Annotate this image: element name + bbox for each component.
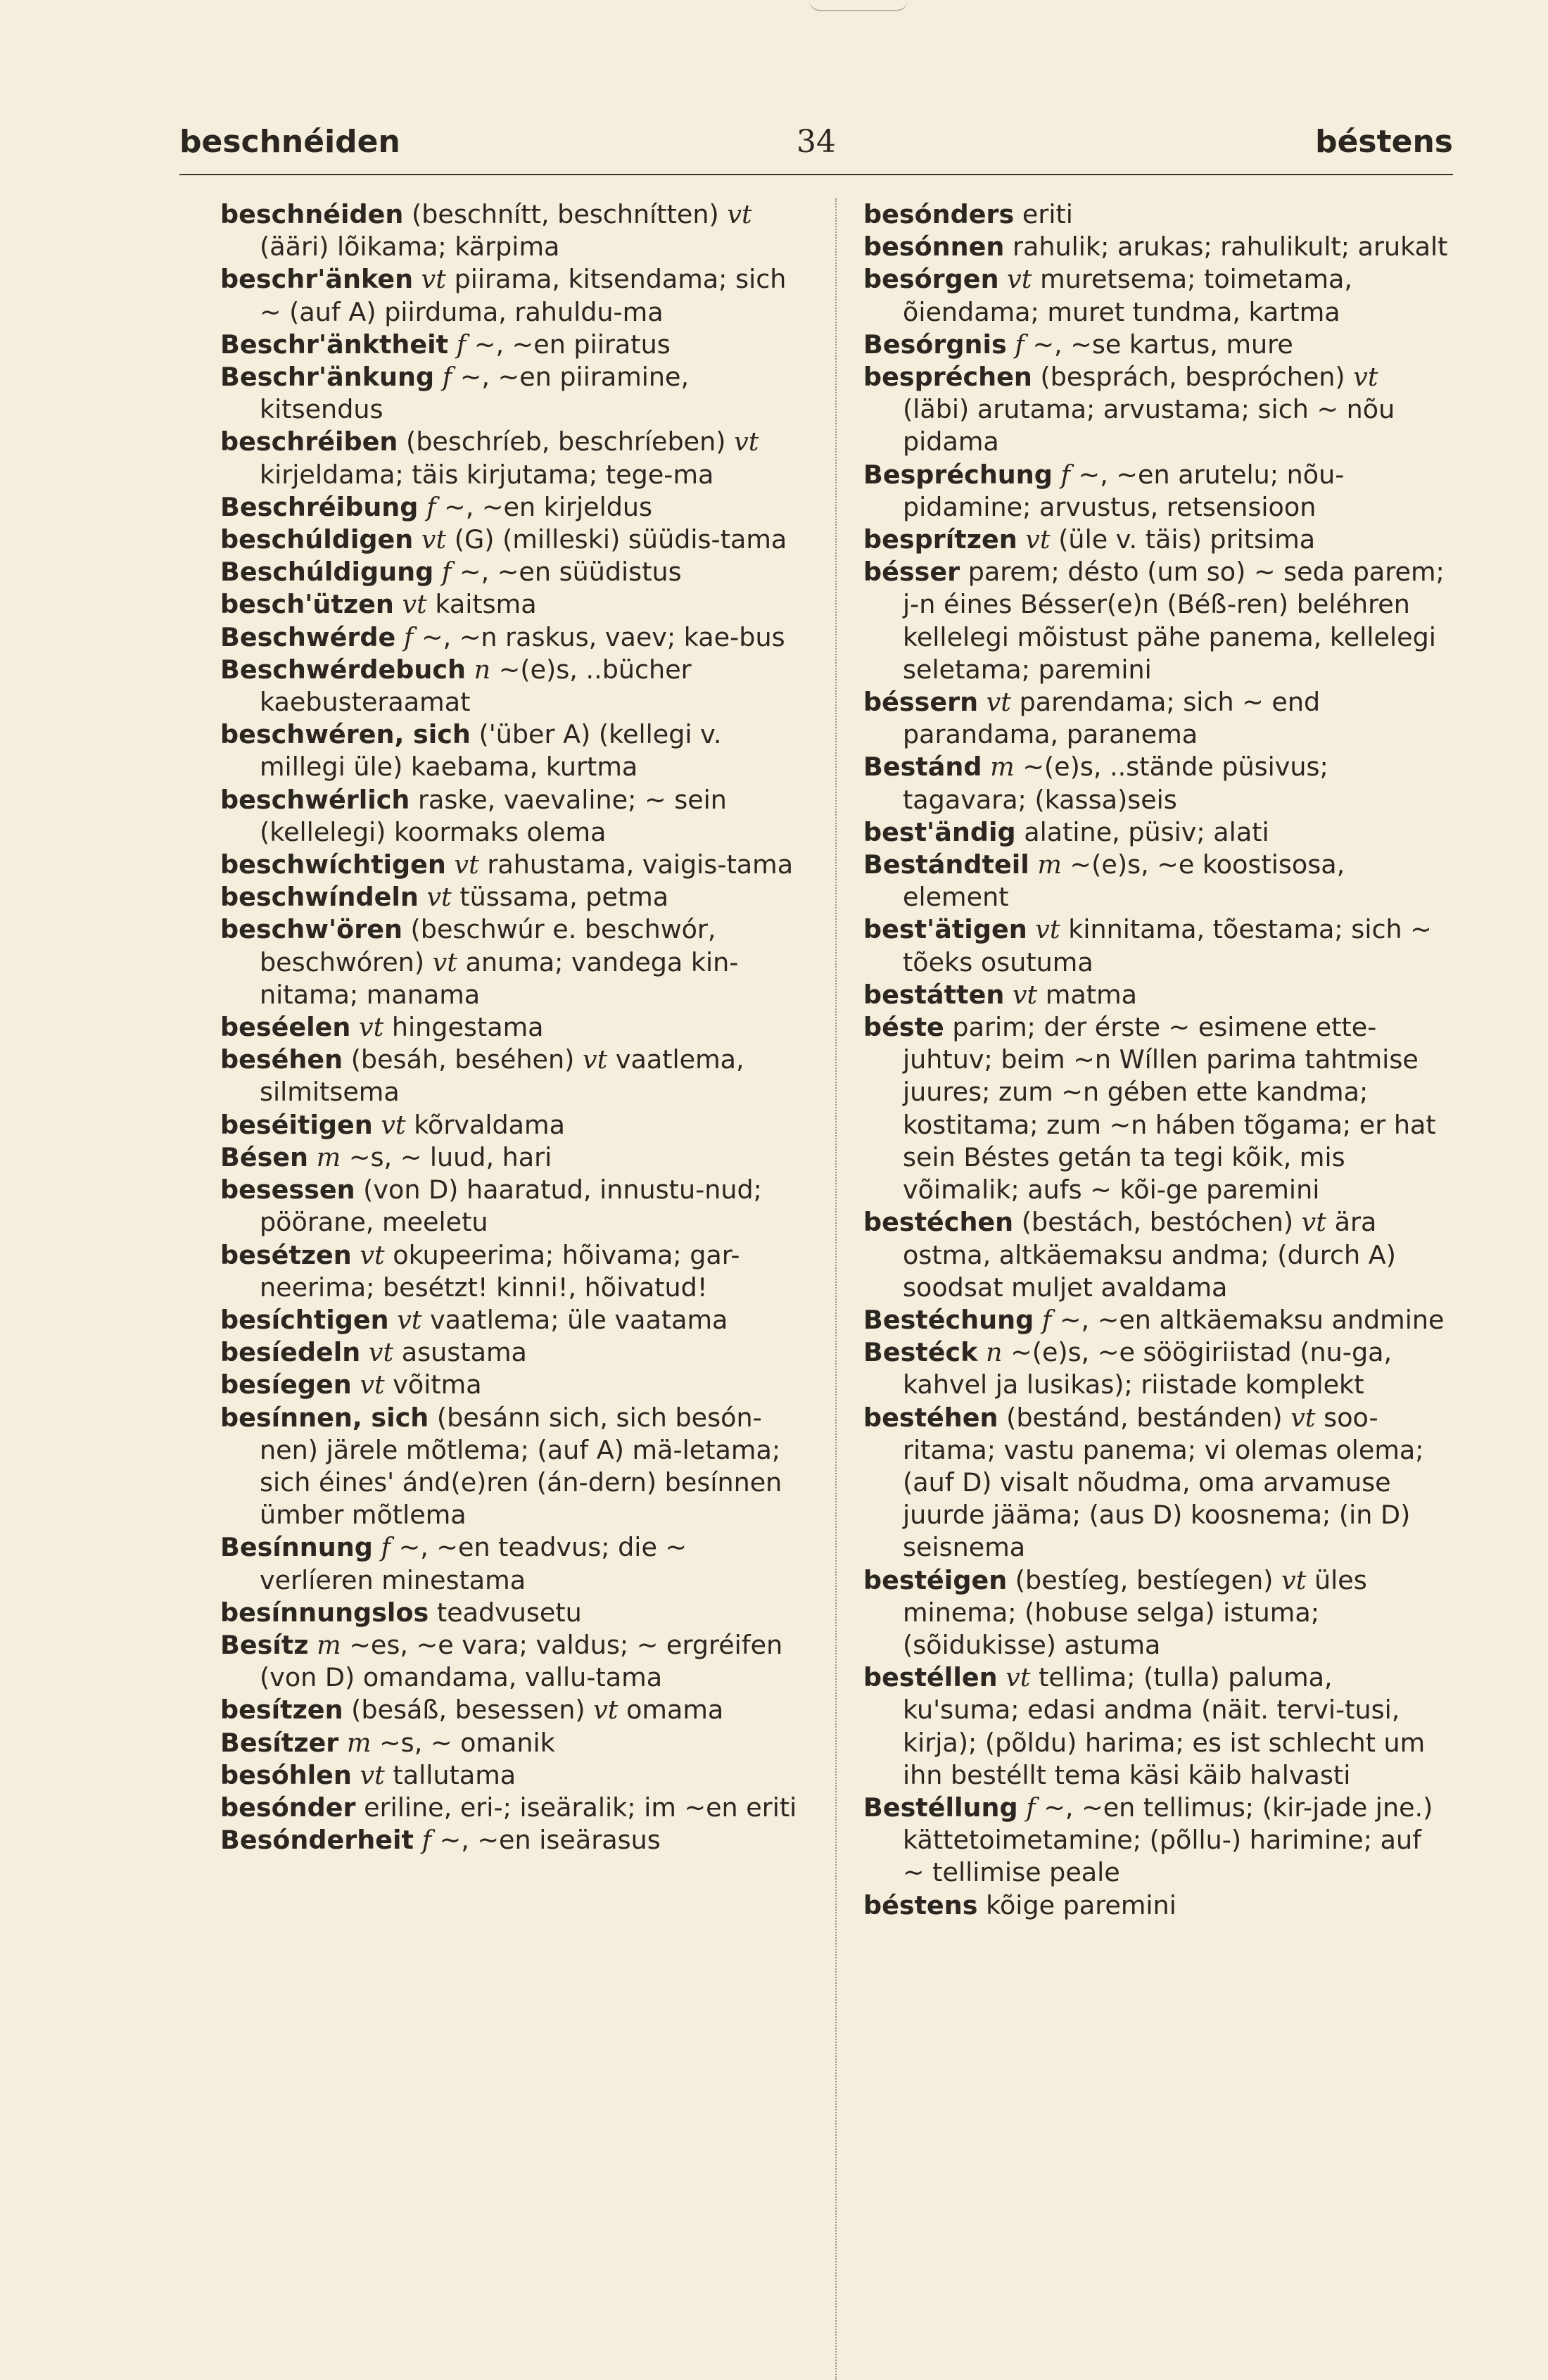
dictionary-entry xyxy=(863,913,1451,978)
entry-headword: beséitigen xyxy=(220,1109,373,1140)
entry-definition: ~(e)s, ..bücher kaebusteraamat xyxy=(260,654,692,718)
dictionary-entry xyxy=(863,1206,1451,1304)
dictionary-entry xyxy=(220,361,808,426)
entry-grammar: vt xyxy=(1290,1402,1316,1433)
entry-headword: beschwérlich xyxy=(220,784,410,815)
entry-definition: okupeerima; hõivama; gar-neerima; besétzt! kinni!, hõivatud! xyxy=(260,1239,740,1303)
entry-grammar: vt xyxy=(421,524,447,555)
entry-text xyxy=(413,524,421,555)
entry-definition: ~(e)s, ~e söögiriistad (nu-ga, kahvel ja lusikas); riistade komplekt xyxy=(903,1337,1392,1400)
entry-definition: rahustama, vaigis-tama xyxy=(478,849,794,880)
entry-grammar: vt xyxy=(358,1012,384,1043)
entry-grammar: vt xyxy=(593,1695,618,1726)
entry-grammar: f xyxy=(441,557,452,588)
entry-grammar: n xyxy=(986,1337,1003,1368)
entry-grammar: m xyxy=(317,1629,341,1660)
entry-definition: kõrvaldama xyxy=(405,1109,565,1140)
entry-headword: bestéigen xyxy=(863,1564,1008,1595)
dictionary-entry xyxy=(863,849,1451,913)
dictionary-entry xyxy=(863,751,1451,816)
dictionary-entry xyxy=(220,1597,808,1629)
entry-grammar: m xyxy=(316,1141,341,1172)
entry-headword: Besítz xyxy=(220,1629,309,1660)
dictionary-entry xyxy=(220,654,808,719)
entry-grammar: vt xyxy=(1012,979,1038,1010)
page-number: 34 xyxy=(797,124,836,160)
entry-headword: Beschwérde xyxy=(220,621,396,652)
dictionary-entry xyxy=(220,263,808,328)
entry-grammar: vt xyxy=(727,199,752,229)
entry-grammar: vt xyxy=(421,264,446,295)
entry-headword: besónder xyxy=(220,1792,356,1823)
entry-definition: omama xyxy=(618,1695,724,1726)
entry-definition: anuma; vandega kin-nitama; manama xyxy=(260,947,739,1010)
entry-headword: beschnéiden xyxy=(220,199,404,229)
entry-headword: Bésen xyxy=(220,1141,309,1172)
dictionary-entry xyxy=(220,524,808,556)
entry-grammar: f xyxy=(1060,459,1071,490)
dictionary-entry xyxy=(220,1402,808,1532)
dictionary-entry xyxy=(220,426,808,490)
header-first-entry: beschnéiden xyxy=(179,124,400,160)
entry-text: (beschnítt, beschnítten) xyxy=(403,199,728,229)
entry-grammar: m xyxy=(1037,849,1062,880)
dictionary-entry xyxy=(220,198,808,263)
column-divider xyxy=(835,198,837,2380)
dictionary-entry xyxy=(863,816,1451,849)
entry-headword: besétzen xyxy=(220,1239,352,1270)
page-fold-mark xyxy=(809,0,908,11)
entry-definition: (G) (milleski) süüdis-tama xyxy=(446,524,787,555)
dictionary-entry xyxy=(863,556,1451,686)
entry-definition: (ääri) lõikama; kärpima xyxy=(260,232,560,262)
entry-headword: bésser xyxy=(863,557,960,588)
entry-headword: Bestéchung xyxy=(863,1304,1034,1335)
dictionary-entry xyxy=(863,1304,1451,1336)
entry-grammar: f xyxy=(456,329,467,360)
entry-text xyxy=(389,1305,398,1335)
entry-headword: Besínnung xyxy=(220,1532,373,1563)
entry-grammar: f xyxy=(381,1532,391,1563)
entry-text xyxy=(978,687,986,717)
entry-text: (beschríeb, beschríeben) xyxy=(398,426,735,457)
entry-grammar: vt xyxy=(360,1369,385,1400)
entry-definition: ~, ~en tellimus; (kir-jade jne.) kättetoimetamine; (põllu-) harimine; auf ~ tellimise peale xyxy=(903,1792,1433,1888)
entry-grammar: vt xyxy=(432,947,457,977)
entry-headword: Besítzer xyxy=(220,1727,339,1758)
entry-definition: vaatlema, silmitsema xyxy=(260,1044,744,1108)
dictionary-entry xyxy=(220,491,808,524)
entry-headword: besínnen, sich xyxy=(220,1402,429,1433)
dictionary-entry xyxy=(220,588,808,621)
entry-headword: Bestándteil xyxy=(863,849,1029,880)
dictionary-entry xyxy=(220,329,808,361)
entry-headword: Bestánd xyxy=(863,752,982,783)
entry-headword: besessen xyxy=(220,1175,355,1205)
entry-headword: Besónderheit xyxy=(220,1825,414,1856)
entry-headword: Bestéck xyxy=(863,1337,978,1368)
entry-grammar: f xyxy=(1026,1792,1036,1823)
entry-text xyxy=(1018,1792,1027,1823)
entry-grammar: vt xyxy=(1353,362,1378,393)
entry-headword: beschr'änken xyxy=(220,264,414,295)
dictionary-entry xyxy=(220,1239,808,1304)
dictionary-entry xyxy=(220,784,808,849)
entry-text: parim; der érste ~ esimene ette-juhtuv; beim ~n Wíllen parima tahtmise juures; zum ~n gében ette kandma; kostitama; zum ~n háben tõgama; er hat sein Béstes getán ta tegi kõik, mis võimalik; aufs ~ kõi-ge paremini xyxy=(903,1012,1436,1205)
entry-text xyxy=(352,1369,360,1400)
entry-definition: vaatlema; üle vaatama xyxy=(421,1304,728,1335)
header-rule xyxy=(179,174,1453,175)
entry-grammar: f xyxy=(403,621,414,652)
entry-definition: ~, ~en kirjeldus xyxy=(436,491,653,522)
entry-definition: tallutama xyxy=(384,1759,516,1790)
dictionary-entry xyxy=(220,1336,808,1369)
entry-headword: beschwíchtigen xyxy=(220,849,446,880)
entry-text xyxy=(394,589,402,619)
entry-grammar: f xyxy=(1015,329,1024,360)
dictionary-entry xyxy=(220,1109,808,1141)
entry-text xyxy=(419,882,427,912)
entry-text xyxy=(977,1337,986,1367)
entry-grammar: f xyxy=(442,362,452,393)
dictionary-entry xyxy=(220,1011,808,1044)
entry-text: eriti xyxy=(1014,199,1073,229)
entry-grammar: vt xyxy=(1007,264,1032,295)
entry-definition: matma xyxy=(1037,979,1137,1010)
entry-definition: (läbi) arutama; arvustama; sich ~ nõu pidama xyxy=(903,394,1395,457)
entry-headword: beséelen xyxy=(220,1012,351,1043)
entry-headword: bestéchen xyxy=(863,1207,1014,1238)
entry-text xyxy=(309,1630,317,1660)
entry-grammar: f xyxy=(1041,1304,1052,1335)
entry-text xyxy=(414,1825,422,1855)
dictionary-entry xyxy=(220,1531,808,1596)
entry-headword: besónnen xyxy=(863,232,1005,262)
entry-definition: tellima; (tulla) paluma, ku'suma; edasi andma (näit. tervi-tusi, kirja); (põldu) harima; es ist schlecht um ihn bestéllt tema käsi käib halvasti xyxy=(903,1662,1426,1790)
entry-grammar: vt xyxy=(1025,524,1051,555)
entry-grammar: vt xyxy=(1005,1662,1031,1693)
entry-grammar: vt xyxy=(381,1109,406,1140)
entry-grammar: vt xyxy=(397,1304,422,1335)
entry-text xyxy=(395,622,404,652)
entry-headword: besínnungslos xyxy=(220,1597,429,1628)
dictionary-entry xyxy=(220,1304,808,1336)
entry-text: (besánn sich, sich besón-nen) järele mõtlema; (auf A) mä-letama; sich éines' ánd(e)ren (án-dern) besínnen ümber mõtlema xyxy=(260,1402,782,1531)
entry-text xyxy=(350,1012,359,1042)
entry-text: alatine, püsiv; alati xyxy=(1015,816,1269,847)
entry-text xyxy=(352,1760,360,1790)
dictionary-entry xyxy=(220,913,808,1011)
entry-headword: bestátten xyxy=(863,979,1005,1010)
entry-definition: piirama, kitsendama; sich ~ (auf A) piirduma, rahuldu-ma xyxy=(260,264,787,327)
dictionary-entry xyxy=(863,1564,1451,1662)
entry-definition: ~, ~en iseärasus xyxy=(431,1825,661,1856)
entry-definition: ~, ~en arutelu; nõu-pidamine; arvustus, retsensioon xyxy=(903,459,1345,522)
entry-headword: Beschr'änkung xyxy=(220,362,435,393)
entry-definition: soo-ritama; vastu panema; vi olemas olema; (auf D) visalt nõudma, oma arvamuse juurde jääma; (aus D) koosnema; (in D) seisnema xyxy=(903,1402,1424,1563)
dictionary-entry xyxy=(220,849,808,881)
entry-text xyxy=(360,1337,369,1367)
entry-text xyxy=(999,264,1008,294)
dictionary-entry xyxy=(863,198,1451,231)
dictionary-entry xyxy=(220,556,808,588)
entry-definition: ~(e)s, ~e koostisosa, element xyxy=(903,849,1345,913)
entry-grammar: vt xyxy=(1281,1564,1307,1595)
dictionary-entry xyxy=(863,1011,1451,1206)
entry-headword: Beschréibung xyxy=(220,491,419,522)
entry-definition: kirjeldama; täis kirjutama; tege-ma xyxy=(260,459,714,490)
entry-grammar: f xyxy=(421,1825,432,1856)
dictionary-entry xyxy=(863,686,1451,751)
entry-text: (besáh, beséhen) xyxy=(343,1044,583,1075)
dictionary-entry xyxy=(220,1792,808,1824)
right-column xyxy=(863,198,1451,1922)
dictionary-entry xyxy=(220,1824,808,1856)
entry-definition: ~, ~en süüdistus xyxy=(451,557,682,588)
dictionary-entry xyxy=(220,621,808,654)
dictionary-entry xyxy=(863,263,1451,328)
dictionary-entry xyxy=(220,1727,808,1759)
page-header xyxy=(179,121,1453,170)
entry-definition: parendama; sich ~ end parandama, paranema xyxy=(903,687,1321,750)
entry-headword: beschw'ören xyxy=(220,914,402,945)
entry-definition: ~s, ~ omanik xyxy=(371,1727,555,1758)
entry-grammar: m xyxy=(990,752,1015,783)
entry-text xyxy=(466,654,474,685)
entry-grammar: vt xyxy=(986,687,1011,718)
dictionary-entry xyxy=(863,329,1451,361)
dictionary-entry xyxy=(863,1792,1451,1890)
entry-headword: béste xyxy=(863,1012,944,1043)
entry-grammar: vt xyxy=(402,589,427,620)
entry-text: rahulik; arukas; rahulikult; arukalt xyxy=(1004,232,1448,262)
entry-headword: bespréchen xyxy=(863,362,1032,393)
entry-headword: best'ändig xyxy=(863,816,1016,847)
entry-text xyxy=(998,1662,1006,1692)
entry-grammar: vt xyxy=(1301,1207,1326,1238)
entry-text: (bestíeg, bestíegen) xyxy=(1007,1564,1282,1595)
dictionary-entry xyxy=(220,1694,808,1726)
entry-headword: bestéhen xyxy=(863,1402,998,1433)
entry-definition: ~es, ~e vara; valdus; ~ ergréifen (von D) omandama, vallu-tama xyxy=(260,1629,783,1693)
entry-definition: ära ostma, altkäemaksu andma; (durch A) soodsat muljet avaldama xyxy=(903,1207,1396,1303)
dictionary-entry xyxy=(220,881,808,913)
entry-text xyxy=(1034,1305,1042,1335)
entry-text xyxy=(338,1728,347,1758)
entry-headword: besónders xyxy=(863,199,1015,229)
entry-headword: Beschúldigung xyxy=(220,557,434,588)
entry-definition: ~, ~en teadvus; die ~ verlíeren minestama xyxy=(260,1532,687,1595)
dictionary-entry xyxy=(863,1336,1451,1401)
entry-text: (beschwúr e. beschwór, beschwóren) xyxy=(260,914,716,977)
dictionary-entry xyxy=(863,361,1451,459)
entry-text: (besáß, besessen) xyxy=(343,1695,594,1726)
entry-headword: Beschr'änktheit xyxy=(220,329,449,360)
entry-headword: besíegen xyxy=(220,1369,352,1400)
entry-headword: Beschwérdebuch xyxy=(220,654,467,685)
entry-text xyxy=(1017,524,1026,555)
entry-headword: besch'ützen xyxy=(220,589,394,620)
dictionary-entry xyxy=(220,1141,808,1174)
entry-definition: (üle v. täis) pritsima xyxy=(1050,524,1316,555)
entry-definition: hingestama xyxy=(383,1012,544,1043)
entry-grammar: vt xyxy=(734,426,759,457)
entry-text xyxy=(446,849,455,880)
dictionary-entry xyxy=(220,1044,808,1108)
entry-text xyxy=(1053,460,1061,490)
dictionary-entry xyxy=(220,1759,808,1792)
entry-text: kõige paremini xyxy=(977,1890,1176,1920)
entry-definition: muretsema; toimetama, õiendama; muret tundma, kartma xyxy=(903,264,1353,327)
entry-text xyxy=(418,492,426,522)
dictionary-entry xyxy=(863,979,1451,1011)
entry-text xyxy=(373,1532,381,1562)
entry-text: ('über A) (kellegi v. millegi üle) kaebama, kurtma xyxy=(260,719,722,783)
entry-grammar: vt xyxy=(360,1759,385,1790)
entry-definition: ~, ~en altkäemaksu andmine xyxy=(1051,1304,1445,1335)
dictionary-entry xyxy=(220,1174,808,1239)
dictionary-entry xyxy=(863,524,1451,556)
entry-definition: üles minema; (hobuse selga) istuma; (sõidukisse) astuma xyxy=(903,1564,1367,1660)
entry-headword: béssern xyxy=(863,687,979,718)
entry-text xyxy=(982,752,991,782)
header-last-entry: béstens xyxy=(1315,124,1453,160)
dictionary-entry xyxy=(863,231,1451,263)
entry-text xyxy=(413,264,421,294)
entry-headword: Besórgnis xyxy=(863,329,1007,360)
entry-text xyxy=(308,1142,317,1172)
entry-text: raske, vaevaline; ~ sein (kellelegi) koormaks olema xyxy=(260,784,727,847)
entry-text: (bestánd, bestánden) xyxy=(998,1402,1291,1433)
entry-definition: ~s, ~ luud, hari xyxy=(341,1141,552,1172)
entry-text xyxy=(1029,849,1038,880)
entry-definition: kaitsma xyxy=(426,589,537,620)
entry-definition: ~, ~se kartus, mure xyxy=(1024,329,1293,360)
dictionary-entry xyxy=(220,1369,808,1401)
entry-headword: besprítzen xyxy=(863,524,1017,555)
entry-grammar: vt xyxy=(1035,914,1060,945)
entry-text xyxy=(1027,914,1036,944)
entry-definition: asustama xyxy=(393,1337,527,1368)
entry-headword: besíedeln xyxy=(220,1337,361,1368)
entry-text xyxy=(448,329,457,360)
entry-grammar: vt xyxy=(454,849,479,880)
entry-grammar: m xyxy=(346,1727,372,1758)
entry-text: (bestách, bestóchen) xyxy=(1013,1207,1302,1238)
entry-text xyxy=(1007,329,1015,360)
entry-headword: beschwéren, sich xyxy=(220,719,471,750)
entry-grammar: f xyxy=(426,491,436,522)
entry-headword: best'ätigen xyxy=(863,914,1027,945)
entry-grammar: vt xyxy=(582,1044,608,1075)
entry-headword: Bestéllung xyxy=(863,1792,1018,1823)
entry-text xyxy=(1004,980,1013,1010)
entry-text xyxy=(352,1240,360,1270)
entry-text: (besprách, bespróchen) xyxy=(1032,362,1354,393)
dictionary-entry xyxy=(863,1402,1451,1564)
entry-headword: besítzen xyxy=(220,1695,343,1726)
entry-text: parem; désto (um so) ~ seda parem; j-n éines Bésser(e)n (Béß-ren) beléhren kellelegi mõistust pähe panema, kellelegi seletama; paremini xyxy=(903,557,1445,685)
entry-grammar: vt xyxy=(360,1239,385,1270)
entry-definition: võitma xyxy=(384,1369,482,1400)
entry-headword: beschúldigen xyxy=(220,524,414,555)
entry-headword: besíchtigen xyxy=(220,1304,389,1335)
entry-text: eriline, eri-; iseäralik; im ~en eriti xyxy=(355,1792,797,1823)
entry-definition: kinnitama, tõestama; sich ~ tõeks osutuma xyxy=(903,914,1432,977)
dictionary-entry xyxy=(863,1661,1451,1792)
entry-definition: ~, ~en piiramine, kitsendus xyxy=(260,362,690,425)
entry-headword: beséhen xyxy=(220,1044,343,1075)
entry-grammar: vt xyxy=(426,882,452,913)
entry-headword: béstens xyxy=(863,1890,978,1920)
entry-grammar: vt xyxy=(368,1337,394,1368)
entry-headword: beschréiben xyxy=(220,426,398,457)
entry-definition: ~, ~n raskus, vaev; kae-bus xyxy=(413,621,785,652)
entry-grammar: n xyxy=(474,654,491,685)
entry-text: (von D) haaratud, innustu-nud; pöörane, meeletu xyxy=(260,1175,762,1238)
dictionary-entry xyxy=(220,1629,808,1694)
entry-headword: bestéllen xyxy=(863,1662,998,1693)
entry-definition: ~, ~en piiratus xyxy=(466,329,671,360)
entry-text xyxy=(434,362,443,392)
entry-headword: besórgen xyxy=(863,264,999,295)
entry-text xyxy=(433,557,442,587)
left-column xyxy=(220,198,808,1856)
entry-definition: tüssama, petma xyxy=(451,882,669,913)
dictionary-entry xyxy=(863,459,1451,524)
entry-text xyxy=(373,1110,381,1140)
entry-headword: besóhlen xyxy=(220,1759,352,1790)
dictionary-entry xyxy=(863,1890,1451,1922)
dictionary-entry xyxy=(220,719,808,783)
entry-headword: beschwíndeln xyxy=(220,882,419,913)
entry-headword: Bespréchung xyxy=(863,459,1053,490)
entry-definition: ~(e)s, ..stände püsivus; tagavara; (kassa)seis xyxy=(903,752,1328,815)
entry-text: teadvusetu xyxy=(429,1597,582,1628)
